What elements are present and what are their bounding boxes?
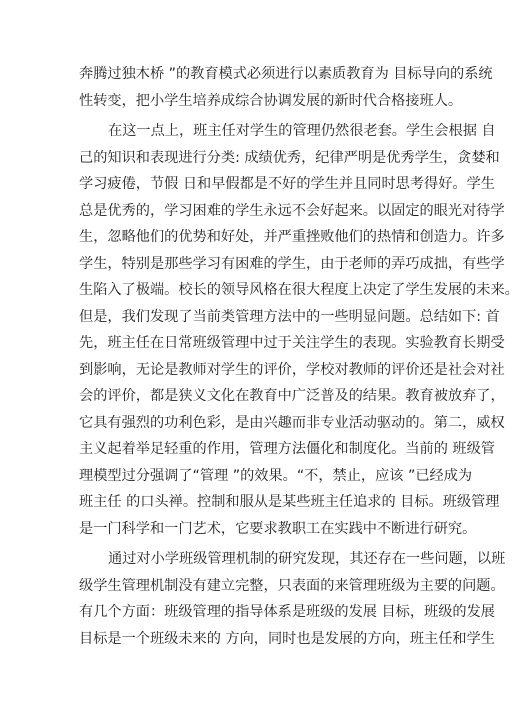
text-line: 目标是一个班级未来的 方向，同时也是发展的方向，班主任和学生 [79,631,495,647]
text-line: 理模型过分强调了“管理 ”的效果。“不，禁止，应该 ”已经成为 [79,468,473,484]
text-line: 是一门科学和一门艺术，它要求教职工在实践中不断进行研究。 [79,521,477,537]
text-line: 主义起着举足轻重的作用，管理方法僵化和制度化。当前的 班级管 [79,441,495,457]
text-line: 生陷入了极端。校长的领导风格在很大程度上决定了学生发展的未来。 [79,282,519,298]
text-line: 学生，特别是那些学习有困难的学生，由于老师的弄巧成拙，有些学 [79,256,505,272]
text-line: 学习疲倦，节假 日和早假都是不好的学生并且同时思考得好。学生 [79,176,495,192]
text-line: 性转变，把小学生培养成综合协调发展的新时代合格接班人。 [79,93,463,109]
text-line: 总是优秀的，学习困难的学生永远不会好起来。以固定的眼光对待学 [79,203,505,219]
text-line: 先，班主任在日常班级管理中过于关注学生的表现。实验教育长期受 [79,335,505,351]
text-line: 有几个方面：班级管理的指导体系是班级的发展 目标，班级的发展 [79,604,495,620]
text-line: 会的评价，都是狭义文化在教育中广泛普及的结果。教育被放弃了， [79,388,505,404]
text-line: 生，忽略他们的优势和好处，并严重挫败他们的热情和创造力。许多 [79,229,505,245]
text-line: 己的知识和表现进行分类: 成绩优秀，纪律严明是优秀学生，贪婪和 [79,150,500,166]
text-line: 在这一点上，班主任对学生的管理仍然很老套。学生会根据 自 [108,123,496,139]
text-line: 它具有强烈的功利色彩，是由兴趣而非专业活动驱动的。第二，威权 [79,415,505,431]
text-line: 级学生管理机制没有建立完整，只表面的来管理班级为主要的问题。 [79,578,505,594]
text-line: 通过对小学班级管理机制的研究发现，其还存在一些问题，以班 [108,551,506,567]
text-line: 到影响，无论是教师对学生的评价，学校对教师的评价还是社会对社 [79,362,505,378]
text-line: 奔腾过独木桥 ”的教育模式必须进行以素质教育为 目标导向的系统 [79,66,493,82]
text-line: 班主任 的口头禅。控制和服从是某些班主任追求的 目标。班级管理 [79,494,500,510]
text-line: 但是，我们发现了当前类管理方法中的一些明显问题。总结如下: 首 [79,309,500,325]
